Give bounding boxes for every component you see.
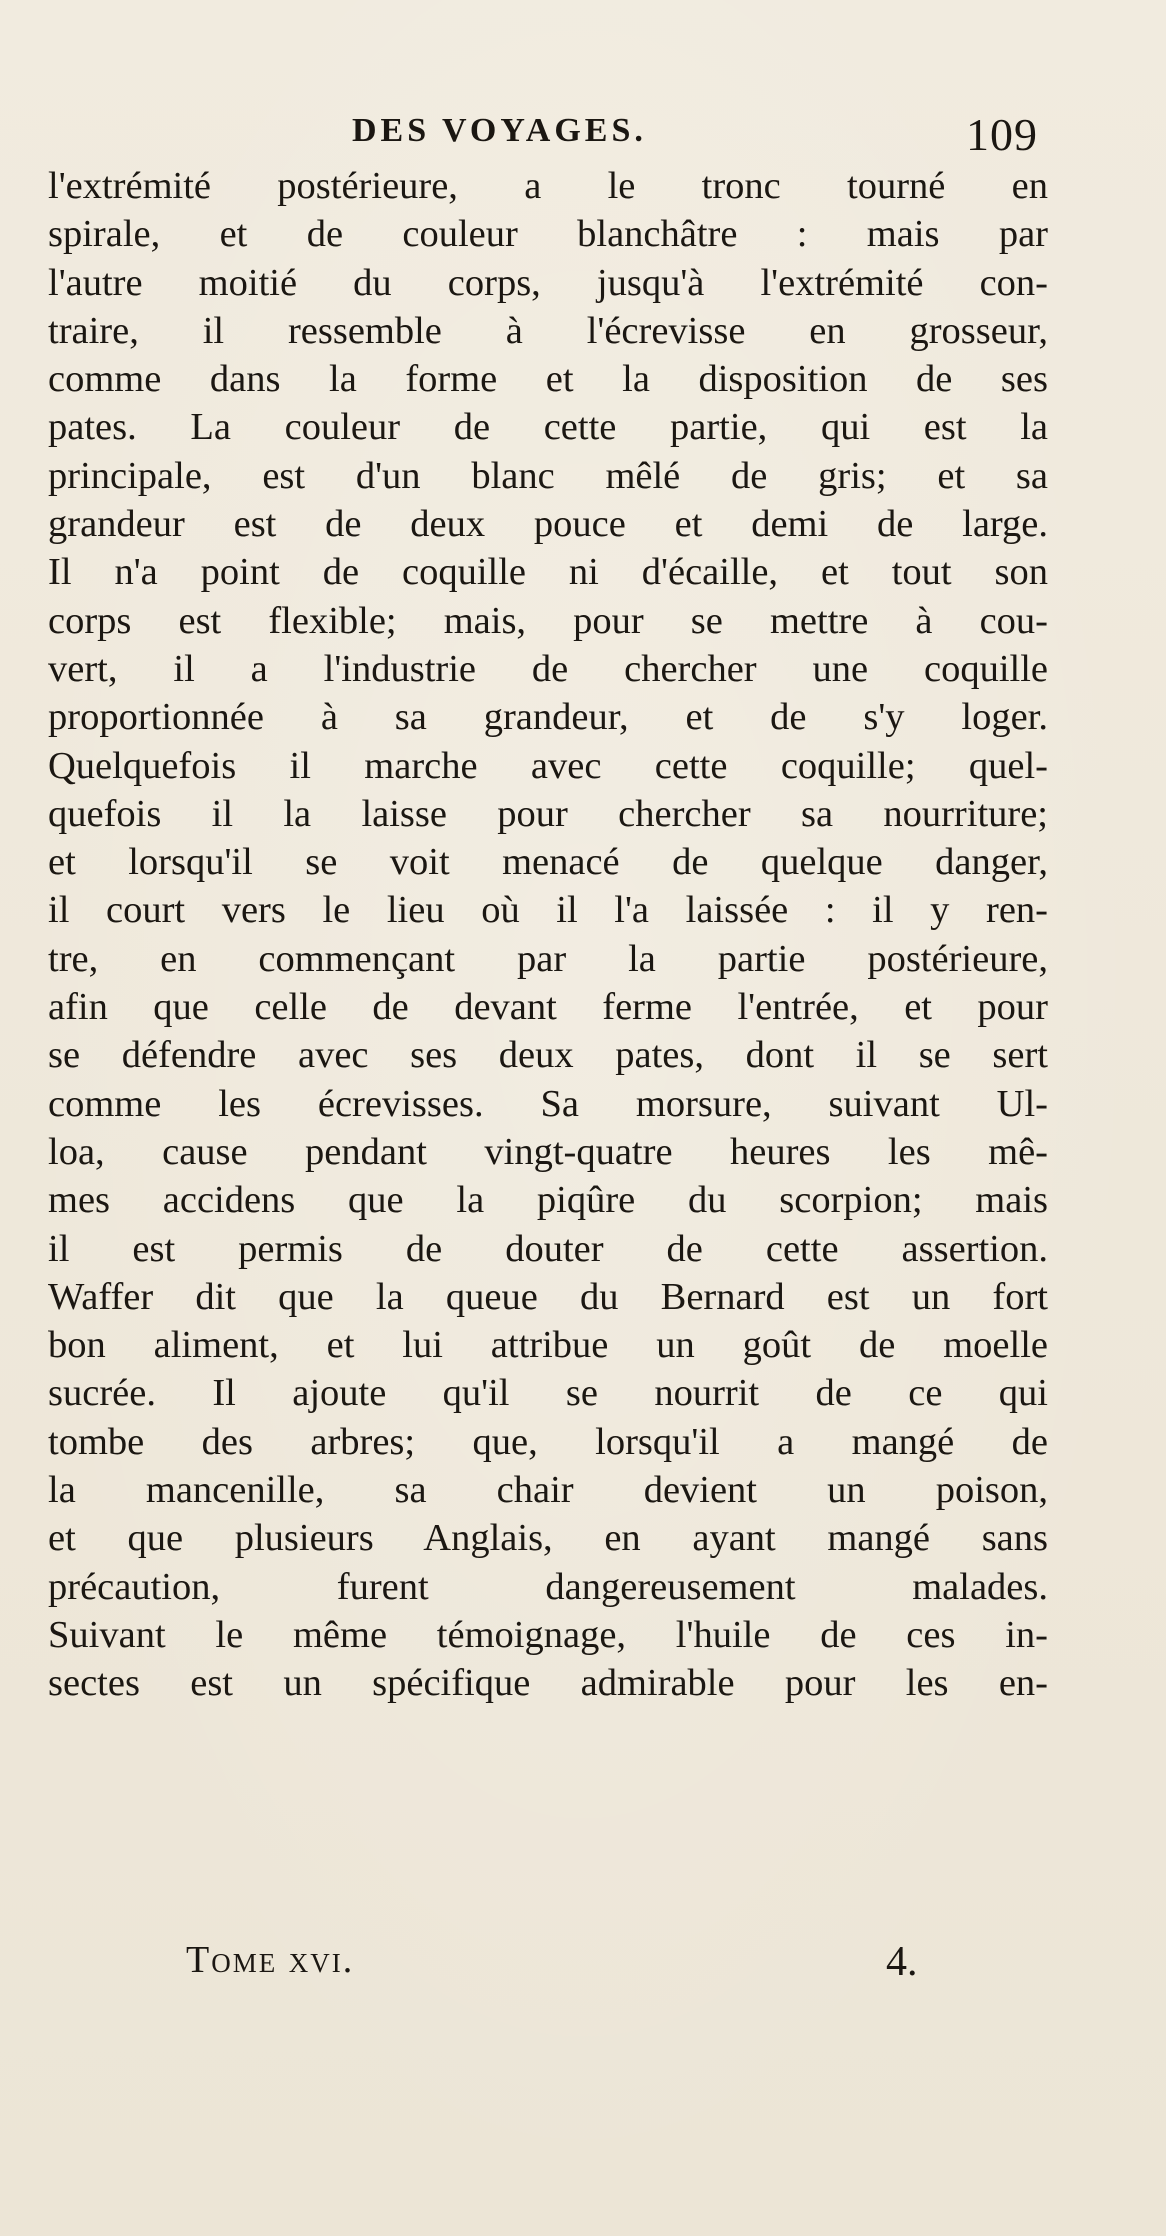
text-line: bon aliment, et lui attribue un goût de moelle <box>48 1324 1048 1367</box>
text-line: sucrée. Il ajoute qu'il se nourrit de ce qui <box>48 1372 1048 1415</box>
text-line: vert, il a l'industrie de chercher une coquille <box>48 647 1048 690</box>
text-line: pates. La couleur de cette partie, qui est la <box>48 406 1048 449</box>
text-line: spirale, et de couleur blanchâtre : mais par <box>48 213 1048 256</box>
text-line: traire, il ressemble à l'écrevisse en grosseur, <box>48 309 1048 352</box>
text-line: proportionnée à sa grandeur, et de s'y loger. <box>48 696 1048 739</box>
text-line: tre, en commençant par la partie postérieure, <box>48 937 1048 980</box>
text-line: comme les écrevisses. Sa morsure, suivant Ul- <box>48 1082 1048 1125</box>
text-line: Waffer dit que la queue du Bernard est un fort <box>48 1275 1048 1318</box>
text-line: afin que celle de devant ferme l'entrée, et pour <box>48 986 1048 1029</box>
volume-label: Tome xvi. <box>186 1939 355 1981</box>
text-line: se défendre avec ses deux pates, dont il se sert <box>48 1034 1048 1077</box>
text-line: comme dans la forme et la disposition de ses <box>48 358 1048 401</box>
text-line: l'extrémité postérieure, a le tronc tourné en <box>48 165 1048 207</box>
text-line: et lorsqu'il se voit menacé de quelque danger, <box>48 841 1048 884</box>
text-line: Il n'a point de coquille ni d'écaille, et tout son <box>48 551 1048 594</box>
text-line: Suivant le même témoignage, l'huile de ces in- <box>48 1613 1048 1656</box>
text-line: l'autre moitié du corps, jusqu'à l'extrémité con- <box>48 261 1048 304</box>
text-line: tombe des arbres; que, lorsqu'il a mangé de <box>48 1420 1048 1463</box>
page-footer <box>48 1938 1038 1998</box>
running-head: DES VOYAGES. <box>352 112 647 149</box>
text-line: loa, cause pendant vingt-quatre heures les mê- <box>48 1130 1048 1173</box>
text-line: et que plusieurs Anglais, en ayant mangé sans <box>48 1517 1048 1560</box>
text-line: mes accidens que la piqûre du scorpion; mais <box>48 1179 1048 1222</box>
signature-mark: 4. <box>886 1939 918 1985</box>
page-number: 109 <box>966 109 1038 160</box>
text-line: principale, est d'un blanc mêlé de gris; et sa <box>48 454 1048 497</box>
text-line: Quelquefois il marche avec cette coquille; quel- <box>48 744 1048 787</box>
text-line: la mancenille, sa chair devient un poison, <box>48 1469 1048 1512</box>
page-header <box>48 108 1038 164</box>
text-line: corps est flexible; mais, pour se mettre à cou- <box>48 599 1048 642</box>
text-line: il court vers le lieu où il l'a laissée : il y ren- <box>48 889 1048 932</box>
text-line: grandeur est de deux pouce et demi de large. <box>48 503 1048 546</box>
text-line: précaution, furent dangereusement malades. <box>48 1565 1048 1608</box>
body-text <box>48 162 1048 1708</box>
text-line: sectes est un spécifique admirable pour les en- <box>48 1662 1048 1705</box>
text-line: il est permis de douter de cette assertion. <box>48 1227 1048 1270</box>
text-line: quefois il la laisse pour chercher sa nourriture; <box>48 792 1048 835</box>
